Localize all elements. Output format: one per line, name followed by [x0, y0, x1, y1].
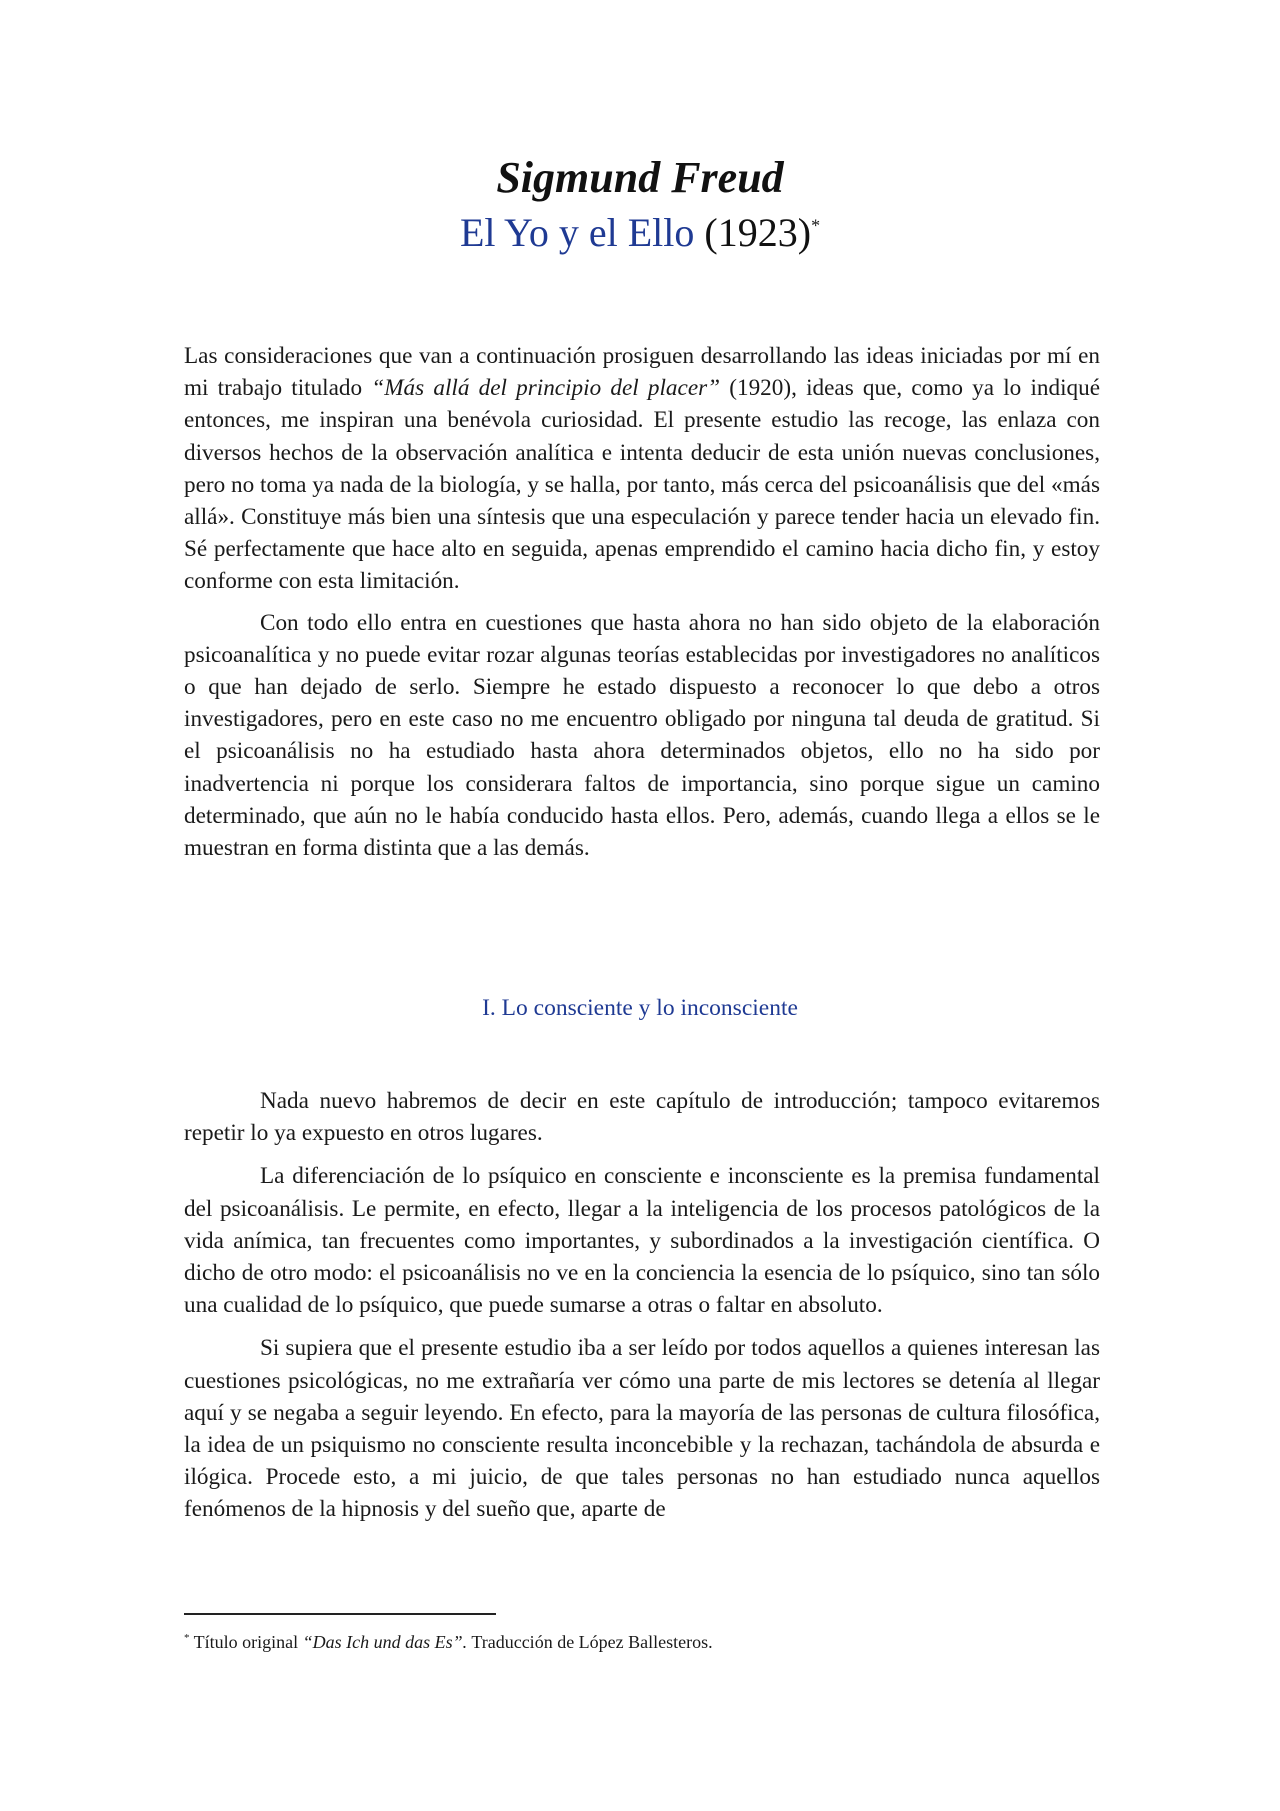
footnote-reference: * [811, 215, 821, 236]
title-block [0, 150, 1280, 260]
footnote-divider [184, 1613, 496, 1615]
work-title: El Yo y el Ello [459, 210, 695, 255]
footnote-original-title: “Das Ich und das Es”. [302, 1632, 468, 1652]
author-name: Sigmund Freud [496, 153, 784, 202]
intro-p1-start: Las consideraciones que van a continuación prosiguen desarrollando las ideas iniciadas por mí en mi trabajo titulado [184, 343, 1100, 402]
cited-work-title: “Más allá del principio del placer” [371, 375, 721, 402]
footnote-text-end: Traducción de López Ballesteros. [467, 1632, 713, 1652]
intro-p1-end: (1920), ideas que, como ya lo indiqué entonces, me inspiran una benévola curiosidad. El presente estudio las recoge, las enlaza con diversos hechos de la observación analítica e intenta deducir de esta unión nuevas conclusiones, pero no toma ya nada de la biología, y se halla, por tanto, más cerca del psicoanálisis que del «más allá». Constituye más bien una síntesis que una especulación y parece tender hacia un elevado fin. Sé perfectamente que hace alto en seguida, apenas emprendido el camino hacia dicho fin, y estoy conforme con esta limitación. [184, 375, 1100, 595]
intro-text [184, 340, 1100, 864]
footnote-text-start: Título original [189, 1632, 303, 1652]
chapter-paragraph-2: La diferenciación de lo psíquico en consciente e inconsciente es la premisa fundamental del psicoanálisis. Le permite, en efecto, llegar a la inteligencia de los procesos patológicos de la vida anímica, tan frecuentes como importantes, y subordinados a la investigación científica. O dicho de otro modo: el psicoanálisis no ve en la conciencia la esencia de lo psíquico, sino tan sólo una cualidad de lo psíquico, que puede sumarse a otras o faltar en absoluto. [184, 1163, 1100, 1319]
section-heading: I. Lo consciente y lo inconsciente [482, 995, 798, 1021]
intro-paragraph-2: Con todo ello entra en cuestiones que hasta ahora no han sido objeto de la elaboración psicoanalítica y no puede evitar rozar algunas teorías establecidas por investigadores no analíticos o que han dejado de serlo. Siempre he estado dispuesto a reconocer lo que debo a otros investigadores, pero en este caso no me encuentro obligado por ninguna tal deuda de gratitud. Si el psicoanálisis no ha estudiado hasta ahora determinados objetos, ello no ha sido por inadvertencia ni porque los considerara faltos de importancia, sino porque sigue un camino determinado, que aún no le había conducido hasta ellos. Pero, además, cuando llega a ellos se le muestran en forma distinta que a las demás. [184, 609, 1100, 862]
work-year: (1923) [704, 210, 812, 255]
chapter-paragraph-3: Si supiera que el presente estudio iba a ser leído por todos aquellos a quienes interesan las cuestiones psicológicas, no me extrañaría ver cómo una parte de mis lectores se detenía al llegar aquí y se negaba a seguir leyendo. En efecto, para la mayoría de las personas de cultura filosófica, la idea de un psiquismo no consciente resulta inconcebible y la rechazan, tachándola de absurda e ilógica. Procede esto, a mi juicio, de que tales personas no han estudiado nunca aquellos fenómenos de la hipnosis y del sueño que, aparte de [184, 1335, 1100, 1523]
work-title-line [0, 206, 1280, 260]
intro-paragraph-1 [184, 340, 1100, 598]
footnote [184, 1630, 1100, 1654]
footnote-mark: * [184, 1632, 190, 1644]
chapter-paragraph-1: Nada nuevo habremos de decir en este capítulo de introducción; tampoco evitaremos repetir lo ya expuesto en otros lugares. [184, 1088, 1100, 1147]
chapter-text [184, 1085, 1100, 1526]
